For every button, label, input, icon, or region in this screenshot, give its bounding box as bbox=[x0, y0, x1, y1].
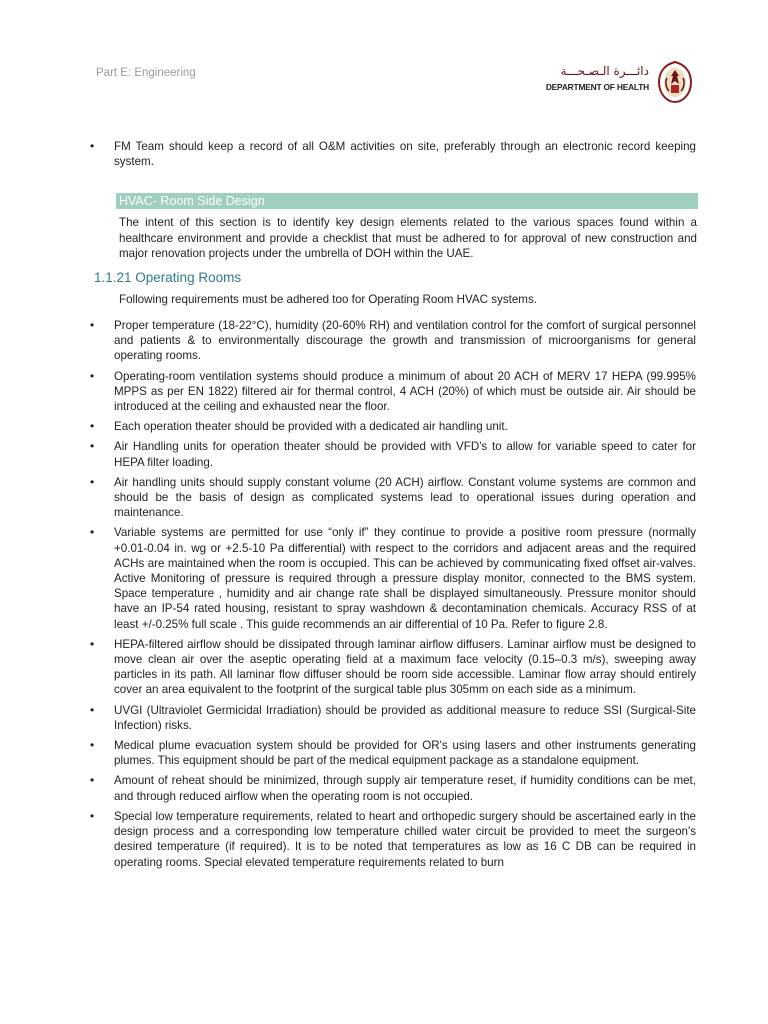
bullet-marker: • bbox=[90, 525, 95, 540]
bullet-text: HEPA-filtered airflow should be dissipated through laminar airflow diffusers. Laminar airflow must be designed to move clean air over the aseptic operating field at a maximum face velocity (0.15–0.3 m/s), sweeping away particles in its path. All laminar flow diffuser should be room side accessible. Laminar flow array should entirely cover an area equivalent to the footprint of the surgical table plus 305mm on each side as a minimum. bbox=[114, 637, 696, 697]
bullet-marker: • bbox=[90, 808, 95, 823]
bullet-marker: • bbox=[90, 139, 95, 153]
bullet-marker: • bbox=[90, 738, 95, 753]
bullet-text: Each operation theater should be provided with a dedicated air handling unit. bbox=[114, 420, 508, 434]
subsection-heading: 1.1.21 Operating Rooms bbox=[94, 270, 242, 285]
bullet-text: Air Handling units for operation theater should be provided with VFD's to allow for variable speed to cater for HEPA filter loading. bbox=[114, 440, 696, 469]
bullet-text: Medical plume evacuation system should be provided for OR's using lasers and other instruments generating plumes. This equipment should be part of the medical equipment package as a standalone equipment. bbox=[114, 739, 696, 768]
bullet-text: Special low temperature requirements, related to heart and orthopedic surgery should be ascertained early in the design process and a corresponding low temperature chilled water circuit be provided to meet the surgeon's desired temperature (if required). It is to be noted that temperatures as low as 16 C DB can be required in operating rooms. Special elevated temperature requirements related to burn bbox=[114, 809, 696, 869]
list-item bbox=[90, 139, 696, 169]
bullet-marker: • bbox=[90, 439, 95, 454]
bullet-marker: • bbox=[90, 419, 95, 434]
logo-arabic-text: دائـــرة الـصـحـــة bbox=[560, 64, 649, 78]
list-item bbox=[90, 703, 696, 733]
bullet-marker: • bbox=[90, 773, 95, 788]
section-intro: The intent of this section is to identify key design elements related to the various spaces found within a healthcare environment and provide a checklist that must be adhered to for approval of new construction and major renovation projects under the umbrella of DOH within the UAE. bbox=[119, 216, 697, 260]
department-of-health-logo bbox=[545, 60, 697, 104]
list-item bbox=[90, 738, 696, 768]
list-item bbox=[90, 419, 696, 434]
bullet-text: Proper temperature (18-22°C), humidity (20-60% RH) and ventilation control for the comfort of surgical personnel and patients & to environmentally discourage the growth and transmission of microorganisms for general operating rooms. bbox=[114, 319, 696, 363]
part-label: Part E: Engineering bbox=[96, 67, 196, 79]
list-item bbox=[90, 809, 696, 870]
list-item bbox=[90, 475, 696, 521]
list-item bbox=[90, 773, 696, 803]
bullet-text: FM Team should keep a record of all O&M activities on site, preferably through an electronic record keeping system. bbox=[114, 140, 696, 169]
bullet-marker: • bbox=[90, 318, 95, 332]
bullet-text: Air handling units should supply constant volume (20 ACH) airflow. Constant volume systems are common and should be the basis of design as complicated systems lead to operational issues during operation and maintenance. bbox=[114, 475, 696, 520]
list-item bbox=[90, 318, 696, 364]
falcon-emblem-icon bbox=[655, 60, 695, 104]
list-item bbox=[90, 369, 696, 415]
intro-bullet-list bbox=[90, 139, 696, 169]
bullet-text: Operating-room ventilation systems should produce a minimum of about 20 ACH of MERV 17 HEPA (99.995% MPPS as per EN 1822) filtered air for thermal control, 4 ACH (20%) of which must be outside air. Air should be introduced at the ceiling and exhausted near the floor. bbox=[114, 369, 696, 414]
bullet-marker: • bbox=[90, 368, 95, 383]
subsection-lead: Following requirements must be adhered too for Operating Room HVAC systems. bbox=[119, 293, 537, 306]
list-item bbox=[90, 637, 696, 698]
bullet-marker: • bbox=[90, 702, 95, 717]
list-item bbox=[90, 439, 696, 469]
section-title-bar: HVAC- Room Side Design bbox=[116, 193, 698, 209]
bullet-text: Amount of reheat should be minimized, through supply air temperature reset, if humidity conditions can be met, and through reduced airflow when the operating room is not occupied. bbox=[114, 774, 696, 803]
logo-english-text: DEPARTMENT OF HEALTH bbox=[545, 82, 649, 92]
list-item bbox=[90, 525, 696, 631]
bullet-marker: • bbox=[90, 474, 95, 489]
requirements-list bbox=[90, 318, 696, 870]
bullet-marker: • bbox=[90, 636, 95, 651]
bullet-text: Variable systems are permitted for use “only if” they continue to provide a positive room pressure (normally +0.01-0.04 in. wg or +2.5-10 Pa differential) with respect to the corridors and adjacent areas and the required ACHs are maintained when the room is occupied. This can be achieved by communicating fixed offset air-valves. Active Monitoring of pressure is required through a pressure display monitor, connected to the BMS system. Space temperature , humidity and air change rate shall be displayed simultaneously. Pressure monitor should have an IP-54 rated housing, resistant to spray washdown & decontamination chemicals. Accuracy RSS of at least +/-0.25% full scale . This guide recommends an air differential of 10 Pa. Refer to figure 2.8. bbox=[114, 526, 696, 631]
bullet-text: UVGI (Ultraviolet Germicidal Irradiation) should be provided as additional measure to reduce SSI (Surgical-Site Infection) risks. bbox=[114, 703, 696, 732]
